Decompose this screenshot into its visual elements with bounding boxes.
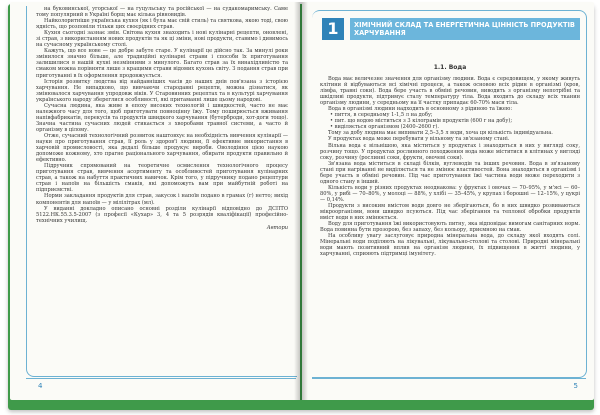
section-title: 1.1. Вода — [433, 64, 467, 71]
footer-rule — [312, 378, 586, 379]
page-number: 4 — [38, 382, 43, 390]
paragraph: Кажуть, що все нове — це добре забуте старе. У кулінарії це дійсно так. За минулі роки змінилося значно більше, але традиційні кулінарні страви і способи їх приготування залишилися в нашій кухні незмінними з минулого. Багато страв за їх винахідливістю та смаком можна порівняти лише з кращими страви відомих кухонь світу. З подання страв при приготуванні в їх оформлення продовжується. — [36, 48, 288, 79]
paragraph: Історія розвитку людства від найдавніших часів до наших днів пов'язана з історією харчування. Не випадково, що вивчаючи стародавні рецепти, можна дізнатися, як змінювалося харчування упродовж віків. У Старовинних рецептах та в культурі харчування українського народу збереглися особливості, які притаманні лише цьому народові. — [36, 78, 288, 103]
right-page-text — [320, 76, 580, 257]
paragraph: Отже, сучасний технологічний розвиток наштовхує на необхідність вивчення кулінарії — науки про приготування страв, її роль у здоров'ї людини, її ефективне використання в харчовій промисловості, яка дедалі більше продукує вироби. Оволодіння цією наукою допоможе кожному, хто прагне раціонального харчування, обирати продукти правильно й ефективно. — [36, 132, 288, 164]
left-page — [10, 2, 300, 400]
paragraph: Найколоритніше українська кухня (як і була має свій стиль) та святкова, якою тоді, свою ядність, що розповіли тільки цих своєрідних страв. — [36, 18, 288, 31]
paragraph: На особливу увагу заслуговує природна мінеральна вода, до складу якої входять солі. Мінеральні води поділяють на лікувальні, лікувально-столові та столові. Природні мінеральні води мають позитивний вплив на організм людини, їх підвищення в житті людини, у харчуванні, сприяють підтримці імунітету. — [320, 233, 580, 258]
paragraph: Вода в організмі людини надходить в основному з рідиною та їжею: — [328, 106, 513, 113]
list-item: • пиття, в середньому 1-1,5 л на добу; — [330, 112, 433, 119]
paragraph: Норми закладання продуктів для страв, закусок і напоїв подано в грамах (г) нетто; вихід компонентів для напоїв — у мілілітрах (мл). — [36, 193, 288, 206]
chapter-number-badge: 1 — [322, 18, 344, 40]
paragraph: У виданні докладно описано основні розділи кулінарії відповідно до ДСПТО 5122.НК.55.3.5-2007 (з професії «Кухар» 3, 4 та 5 розрядів кваліфікації) професійно-технічних училищ. — [36, 205, 288, 224]
list-item: • виділяється організмом (2400–2600 г). — [330, 124, 440, 131]
paragraph: Кількість води у різних продуктах неоднакова: у фруктах і овочах — 70–95%, у м'ясі — 60–80%, у рибі — 70–80%, у молоці — 88%, у хлібі — 35–45%, у крупах і борошні — 12–15%, у цукрі — 0,14%. — [320, 184, 580, 203]
paragraph: Сучасна людина, яка живе в епоху високих технологій і швидкостей, часто не має належного часу для того, щоб приготувати повноцінну їжу. Тому поширюється вживання напівфабрикатів, перекусів та продуктів швидкого харчування (бутерброди, хот-доги тощо). Значна частина сучасних людей стикається з хворобами травної системи, а часто й організму в цілому. — [36, 102, 288, 133]
paragraph: на буковинської, угорської — на гуцульську та російської — на судакомаримську. Саме тому популярний в Україні борщ має кілька рівновидів. — [36, 6, 288, 19]
list-item: • пит. що водою міститься з 3 кілограмів продуктів (600 г на добу); — [330, 118, 513, 125]
paragraph: Вільна вода є вільнішою, яка міститься у продуктах і знаходиться в них у вигляді соку, розчину тощо. У продуктах рослинного походження вода може міститися в клітинах у вигляді соку, розчину (рослинні соки, фрукти, овочеві соки). — [320, 142, 580, 161]
left-page-text — [36, 6, 288, 231]
page-number: 5 — [573, 382, 578, 390]
right-page — [302, 2, 594, 400]
paragraph: Воду для приготування їжі використовують питну, яка відповідає вимогам санітарних норм. Вода повинна бути прозорою, без запаху, без кольору, приємною на смак. — [320, 221, 580, 234]
chapter-title: ХІМІЧНИЙ СКЛАД ТА ЕНЕРГЕТИЧНА ЦІННІСТЬ ПРОДУКТІВ ХАРЧУВАННЯ — [350, 18, 580, 40]
paragraph: Вода має величезне значення для організму людини. Вода є середовищем, у якому живуть клітини й відбуваються всі хімічні процеси, а також основою всіх рідин в організмі (кров, лімфа, травні соки). Вода бере участь в обміні речовин, виводить з організму непотрібні та шкідливі продукти, підтримує сталу температуру тіла. Вода входить до складу всіх тканин організму людини, у середньому на її частку припадає 60-70% маси тіла. — [320, 76, 580, 107]
paragraph: У продуктах вода може перебувати у вільному та зв'язаному стані. — [328, 136, 510, 143]
paragraph: Кухня сьогодні зазнає змін. Світова кухня знаходить і нові кулінарні рецепти, оновлені, зі страв, з використанням нових продуктів та як ці зміни, нові продукти, ставимо і дивимось на сучасному українському столі. — [36, 30, 288, 49]
author-signature: Автори — [266, 224, 288, 231]
paragraph: Тому за добу людина має випивати 2,5–3,5 л води, хоча ця кількість індивідуальна. — [328, 130, 553, 137]
book-gutter-shadow — [294, 2, 308, 400]
paragraph: Підручник спрямований на теоретичне осмислення технологічного процесу приготування страв, вивчення асортименту та особливостей приготування кулінарних страв, а також на набуття практичних навичок. Крім того, у підручнику подано рецептури страв і напоїв на більшість смаків, які допоможуть вам при майбутній роботі на підприємстві. — [36, 163, 288, 194]
paragraph: Продукти з високим вмістом води довго не зберігаються, бо в них швидко розвиваються мікроорганізми, вони швидко псуються. Під час зберігання та теплової обробки продуктів вміст води в них змінюється. — [320, 202, 580, 222]
paragraph: Зв'язана вода міститься в складі білків, вуглеводів та інших речовин. Вода в зв'язаному стані при нагріванні не виділяється та не змінює властивостей. Вона знаходиться в організмі і бере участь в обміні речовин. Під час приготування їжі частина води може переходити з одного стану в інший. — [320, 160, 580, 185]
footer-rule — [26, 378, 296, 379]
